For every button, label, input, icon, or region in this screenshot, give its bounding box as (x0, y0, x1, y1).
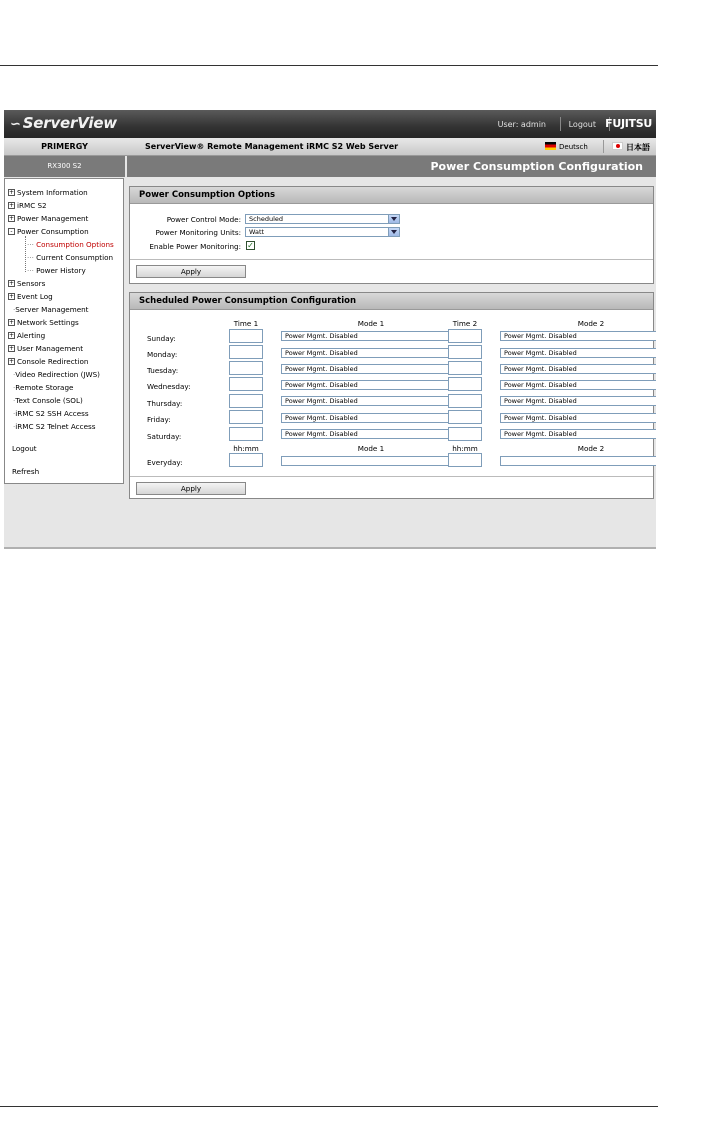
sunday-mode1-select[interactable] (281, 331, 461, 341)
nav-consumption-options[interactable]: ··· Consumption Options (27, 240, 114, 249)
mode-value: Power Mgmt. Disabled (285, 414, 358, 422)
expand-icon[interactable]: + (9, 331, 15, 339)
nav-label: Video Redirection (JWS) (15, 370, 100, 379)
monday-time1-input[interactable] (229, 345, 263, 359)
german-flag-icon[interactable] (545, 142, 556, 150)
tuesday-time2-input[interactable] (448, 361, 482, 375)
top-banner (4, 110, 656, 138)
web-server-title: ServerView® Remote Management iRMC S2 Web Server (145, 142, 399, 151)
nav-label: Sensors (17, 279, 46, 288)
irmc-window (4, 110, 656, 549)
sidebar-logout-link[interactable]: Logout (12, 444, 37, 453)
sunday-time1-input[interactable] (229, 329, 263, 343)
expand-icon[interactable]: + (9, 292, 15, 300)
nav-ssh-access[interactable]: ·iRMC S2 SSH Access (13, 409, 89, 418)
day-label: Tuesday: (147, 366, 179, 375)
nav-irmc-s2[interactable] (8, 201, 47, 210)
page-title: Power Consumption Configuration (127, 156, 656, 177)
expand-icon[interactable]: + (9, 344, 15, 352)
saturday-mode2-select[interactable] (500, 429, 656, 439)
units-select[interactable] (245, 227, 400, 237)
japanese-flag-icon[interactable] (612, 142, 623, 150)
col-header-time1: Time 1 (233, 319, 259, 328)
expand-icon[interactable]: + (9, 318, 15, 326)
control-mode-label: Power Control Mode: (166, 215, 241, 224)
nav-video-redirection[interactable]: ·Video Redirection (JWS) (13, 370, 100, 379)
mode-value: Power Mgmt. Disabled (504, 365, 577, 373)
nav-system-information[interactable] (8, 188, 88, 197)
mode-value: Power Mgmt. Disabled (285, 332, 358, 340)
mode-value: Power Mgmt. Disabled (504, 397, 577, 405)
chevron-down-icon[interactable] (388, 228, 399, 236)
hhmm-hint-2: hh:mm (452, 444, 478, 453)
nav-telnet-access[interactable]: ·iRMC S2 Telnet Access (13, 422, 96, 431)
friday-mode2-select[interactable] (500, 413, 656, 423)
mode-value: Power Mgmt. Disabled (285, 381, 358, 389)
page-bottom-rule (0, 1106, 658, 1107)
monday-mode2-select[interactable] (500, 348, 656, 358)
server-model: RX300 S2 (4, 156, 125, 177)
saturday-time2-input[interactable] (448, 427, 482, 441)
nav-sensors[interactable] (8, 279, 45, 288)
nav-label: Power Consumption (17, 227, 89, 236)
expand-icon[interactable]: + (9, 188, 15, 196)
mode-value: Power Mgmt. Disabled (285, 349, 358, 357)
nav-label: Current Consumption (36, 253, 114, 262)
lang-separator (603, 140, 604, 153)
mode-value: Power Mgmt. Disabled (504, 381, 577, 389)
mode-value: Power Mgmt. Disabled (285, 365, 358, 373)
navigation-sidebar (4, 178, 124, 484)
day-label: Sunday: (147, 334, 176, 343)
mode-value: Power Mgmt. Disabled (504, 430, 577, 438)
fujitsu-logo: FUJITSU (605, 117, 652, 130)
everyday-mode1-select[interactable] (281, 456, 461, 466)
expand-icon[interactable]: + (9, 357, 15, 365)
mode-value: Power Mgmt. Disabled (504, 332, 577, 340)
expand-icon[interactable]: + (9, 279, 15, 287)
nav-label: Text Console (SOL) (15, 396, 83, 405)
thursday-time2-input[interactable] (448, 394, 482, 408)
everyday-label: Everyday: (147, 458, 183, 467)
tuesday-time1-input[interactable] (229, 361, 263, 375)
sunday-mode2-select[interactable] (500, 331, 656, 341)
day-label: Wednesday: (147, 382, 191, 391)
everyday-mode1-header: Mode 1 (357, 444, 385, 453)
top-logout-link[interactable]: Logout (568, 120, 596, 129)
units-label: Power Monitoring Units: (155, 228, 241, 237)
options-panel-title: Power Consumption Options (130, 187, 653, 204)
panel-divider (130, 476, 653, 477)
control-mode-select[interactable] (245, 214, 400, 224)
expand-icon[interactable]: + (9, 214, 15, 222)
mode-value: Power Mgmt. Disabled (285, 397, 358, 405)
language-japanese-link[interactable]: 日本語 (626, 143, 650, 152)
friday-mode1-select[interactable] (281, 413, 461, 423)
saturday-mode1-select[interactable] (281, 429, 461, 439)
nav-remote-storage[interactable]: ·Remote Storage (13, 383, 74, 392)
nav-label: iRMC S2 SSH Access (15, 409, 89, 418)
nav-label: User Management (17, 344, 84, 353)
collapse-icon[interactable]: - (8, 228, 15, 235)
serverview-logo-icon: ∽ (10, 117, 21, 132)
nav-label: Event Log (17, 292, 53, 301)
thursday-time1-input[interactable] (229, 394, 263, 408)
col-header-mode1: Mode 1 (357, 319, 385, 328)
hhmm-hint-1: hh:mm (233, 444, 259, 453)
power-consumption-options-panel (129, 186, 654, 284)
day-label: Thursday: (147, 399, 183, 408)
nav-label: iRMC S2 (17, 201, 47, 210)
mode-value: Power Mgmt. Disabled (504, 414, 577, 422)
schedule-apply-button[interactable]: Apply (136, 482, 246, 495)
tuesday-mode2-select[interactable] (500, 364, 656, 374)
monday-time2-input[interactable] (448, 345, 482, 359)
wednesday-time2-input[interactable] (448, 377, 482, 391)
wednesday-time1-input[interactable] (229, 377, 263, 391)
nav-label: Power History (36, 266, 86, 275)
panel-divider (130, 259, 653, 260)
nav-label: iRMC S2 Telnet Access (15, 422, 96, 431)
nav-label: Network Settings (17, 318, 79, 327)
nav-event-log[interactable] (8, 292, 53, 301)
nav-user-management[interactable] (8, 344, 83, 353)
saturday-time1-input[interactable] (229, 427, 263, 441)
everyday-time1-input[interactable] (229, 453, 263, 467)
mode-value: Power Mgmt. Disabled (285, 430, 358, 438)
nav-label: Alerting (17, 331, 46, 340)
everyday-mode2-header: Mode 2 (577, 444, 605, 453)
user-label: User: admin (497, 120, 546, 129)
nav-current-consumption[interactable]: ··· Current Consumption (27, 253, 114, 262)
nav-label: System Information (17, 188, 88, 197)
wednesday-mode1-select[interactable] (281, 380, 461, 390)
scheduled-configuration-panel (129, 292, 654, 499)
control-mode-value: Scheduled (249, 215, 283, 223)
day-label: Friday: (147, 415, 171, 424)
nav-text-console[interactable]: ·Text Console (SOL) (13, 396, 83, 405)
friday-time2-input[interactable] (448, 410, 482, 424)
monday-mode1-select[interactable] (281, 348, 461, 358)
product-name: PRIMERGY (41, 142, 88, 151)
everyday-time2-input[interactable] (448, 453, 482, 467)
expand-icon[interactable]: + (9, 201, 15, 209)
day-label: Monday: (147, 350, 178, 359)
nav-console-redirection[interactable] (8, 357, 88, 366)
friday-time1-input[interactable] (229, 410, 263, 424)
mode-value: Power Mgmt. Disabled (504, 349, 577, 357)
serverview-logo (10, 114, 117, 132)
banner-separator (560, 117, 561, 131)
nav-power-consumption[interactable] (8, 227, 89, 236)
nav-label: Console Redirection (17, 357, 89, 366)
nav-label: Server Management (15, 305, 89, 314)
everyday-mode2-select[interactable] (500, 456, 656, 466)
thursday-mode2-select[interactable] (500, 396, 656, 406)
chevron-down-icon[interactable] (388, 215, 399, 223)
nav-power-history[interactable]: ··· Power History (27, 266, 86, 275)
language-deutsch-link[interactable]: Deutsch (559, 143, 588, 151)
sub-header-bar (4, 138, 656, 156)
options-apply-button[interactable]: Apply (136, 265, 246, 278)
thursday-mode1-select[interactable] (281, 396, 461, 406)
tuesday-mode1-select[interactable] (281, 364, 461, 374)
nav-label: Consumption Options (36, 240, 114, 249)
nav-alerting[interactable] (8, 331, 45, 340)
page-top-rule (0, 65, 658, 66)
units-value: Watt (249, 228, 265, 236)
nav-label: Power Management (17, 214, 89, 223)
sidebar-refresh-link[interactable]: Refresh (12, 467, 40, 476)
day-label: Saturday: (147, 432, 182, 441)
nav-label: Remote Storage (15, 383, 74, 392)
col-header-time2: Time 2 (452, 319, 478, 328)
wednesday-mode2-select[interactable] (500, 380, 656, 390)
col-header-mode2: Mode 2 (577, 319, 605, 328)
nav-server-management[interactable]: ·Server Management (13, 305, 89, 314)
enable-monitoring-checkbox[interactable]: ✓ (247, 241, 254, 250)
sunday-time2-input[interactable] (448, 329, 482, 343)
enable-monitoring-label: Enable Power Monitoring: (149, 242, 241, 251)
nav-network-settings[interactable] (8, 318, 79, 327)
schedule-panel-title: Scheduled Power Consumption Configuration (130, 293, 653, 310)
logo-text: ServerView (22, 114, 117, 132)
nav-power-management[interactable] (8, 214, 88, 223)
